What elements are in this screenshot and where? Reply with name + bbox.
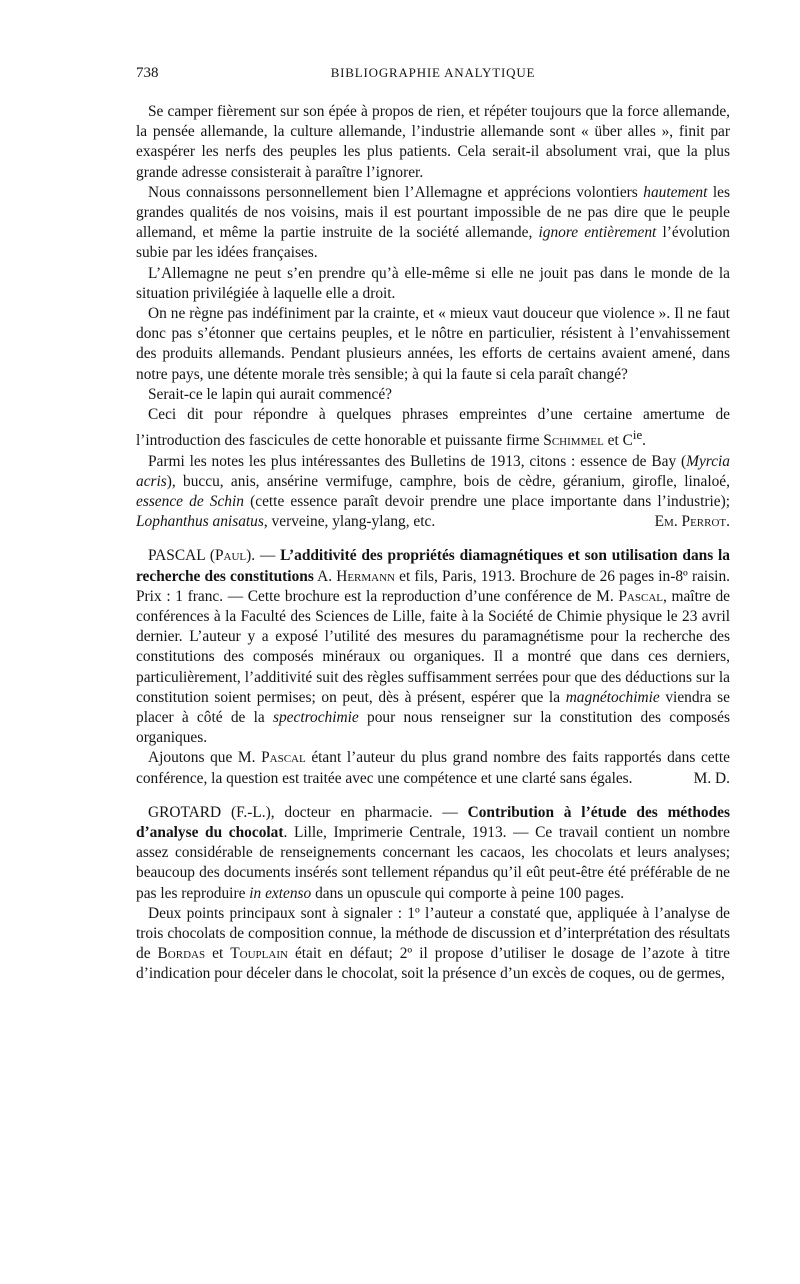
paragraph: L’Allemagne ne peut s’en prendre qu’à elle-même si elle ne jouit pas dans le monde de la situation privilégiée à laquelle elle a droit. (136, 264, 730, 302)
work-title: Contribution à l’étude des méthodes d’analyse du chocolat (136, 803, 730, 842)
text-run: ), buccu, anis, ansérine vermifuge, camphre, bois de cèdre, géranium, girofle, linaloé, (166, 472, 730, 490)
text-run: ). — (246, 547, 281, 565)
work-title: L’additivité des propriétés diamagnétiques et son utilisation dans la recherche des constitutions (136, 547, 730, 585)
paragraph (136, 452, 730, 533)
paragraph: Serait-ce le lapin qui aurait commencé? (148, 385, 392, 403)
text-run: et C (603, 432, 633, 450)
review-entry (136, 803, 730, 904)
text-run: étant l’auteur du plus grand nombre des faits rapportés dans cette conférence, la question est traitée avec une compétence et une clarté sans égales. (136, 749, 730, 787)
paragraph (136, 183, 730, 264)
author-signature: M. D. (693, 769, 730, 787)
author-name: PASCAL ( (148, 547, 215, 565)
text-run: dans un opuscule qui comporte à peine 100 pages. (311, 884, 625, 902)
text-run: , maître de conférences à la Faculté des Sciences de Lille, faite à la Société de Chimie physique le 23 avril dernier. L’auteur y a exposé l’utilité des mesures du paramagnétisme pour la recherche des constitutions des composés minéraux ou organiques. Il a montré que dans ces derniers, particulièrement, l’additivité suit des règles suffisamment serrées pour que des déductions sur la constitution soient permises; on peut, dès à présent, espérer que la (136, 587, 730, 706)
text-run: et fils, Paris, 1913. Brochure de 26 pages in-8º raisin. Prix : 1 franc. — Cette brochure est la reproduction d’une conférence de M. (136, 567, 730, 605)
text-run: l’évolution subie par les idées françaises. (136, 224, 730, 262)
italic-run: magnétochimie (565, 688, 660, 706)
text-run: Ceci dit pour répondre à quelques phrases empreintes d’une certaine amertume de l’introduction des fascicules de cette honorable et puissante firme (136, 406, 730, 450)
italic-run: ignore entièrement (538, 224, 657, 242)
author-first: Paul (214, 547, 247, 565)
page-number: 738 (136, 65, 159, 81)
text-run: était en défaut; 2º il propose d’utiliser le dosage de l’azote à titre d’indication pour déceler dans le chocolat, soit la présence d’un excès de coques, ou de germes, (136, 945, 731, 983)
author-name: GROTARD (F.-L.), docteur en pharmacie. — (148, 803, 468, 821)
text-run: viendra se placer à côté de la (136, 688, 730, 727)
paragraph (136, 904, 730, 985)
italic-run: hautement (643, 183, 708, 201)
italic-run: in extenso (249, 884, 312, 902)
paragraph: Se camper fièrement sur son épée à propos de rien, et répéter toujours que la force allemande, la pensée allemande, la culture allemande, l’industrie allemande sont « über alles », finit par exaspérer les nerfs des peuples les plus patients. Cela serait-il absolument vrai, que la plus grande adresse consisterait à paraître l’ignorer. (136, 103, 730, 181)
text-run: A. (313, 567, 337, 585)
italic-run: essence de Schin (136, 492, 244, 510)
review-entry (136, 546, 730, 748)
publisher-name: Hermann (336, 567, 395, 585)
person-name: Touplain (230, 945, 288, 963)
text-run: . (642, 432, 646, 450)
text-run: et (205, 945, 231, 963)
text-body (136, 102, 730, 985)
paragraph (136, 405, 730, 452)
text-run: , verveine, ylang-ylang, etc. (263, 513, 436, 531)
person-name: Bordas (157, 945, 206, 963)
running-title: BIBLIOGRAPHIE ANALYTIQUE (330, 65, 536, 80)
person-name: Pascal (618, 587, 663, 605)
text-run: (cette essence paraît devoir prendre une place importante dans l’industrie); (243, 492, 731, 510)
company-name: Schimmel (543, 432, 604, 450)
italic-run: Myrcia acris (136, 452, 730, 490)
italic-run: spectrochimie (272, 709, 359, 727)
text-run: Nous connaissons personnellement bien l’Allemagne et apprécions volontiers (148, 183, 644, 201)
page-header (136, 65, 730, 87)
text-run: Ajoutons que M. (148, 749, 262, 767)
superscript: ie (632, 428, 643, 443)
text-run: pour nous renseigner sur la constitution des composés organiques. (136, 709, 730, 747)
text-run: . Lille, Imprimerie Centrale, 1913. — Ce travail contient un nombre assez considérable de renseignements concernant les cacaos, les chocolats et leurs analyses; beaucoup des documents insérés sont tellement répandus qu’il eût peut-être été préférable de ne pas les reproduire (136, 824, 730, 902)
paragraph (136, 748, 730, 788)
text-run: les grandes qualités de nos voisins, mais il est pourtant impossible de ne pas dire que le peuple allemand, et même la partie instruite de la société allemande, (136, 183, 730, 242)
italic-run: Lophanthus anisatus (136, 513, 264, 531)
paragraph: On ne règne pas indéfiniment par la crainte, et « mieux vaut douceur que violence ». Il ne faut donc pas s’étonner que certains peuples, et le nôtre en particulier, résistent à l’envahissement des produits allemands. Pendant plusieurs années, les efforts de certains avaient amené, dans notre pays, une détente morale très sensible; à qui la faute si cela paraît changé? (136, 305, 730, 383)
author-signature: Em. Perrot. (654, 513, 730, 531)
person-name: Pascal (261, 749, 306, 767)
text-run: Parmi les notes les plus intéressantes des Bulletins de 1913, citons : essence de Bay ( (148, 452, 687, 470)
text-run: Deux points principaux sont à signaler : 1º l’auteur a constaté que, appliquée à l’analyse de trois chocolats de composition connue, la méthode de discussion et d’interprétation des résultats de (136, 904, 730, 963)
